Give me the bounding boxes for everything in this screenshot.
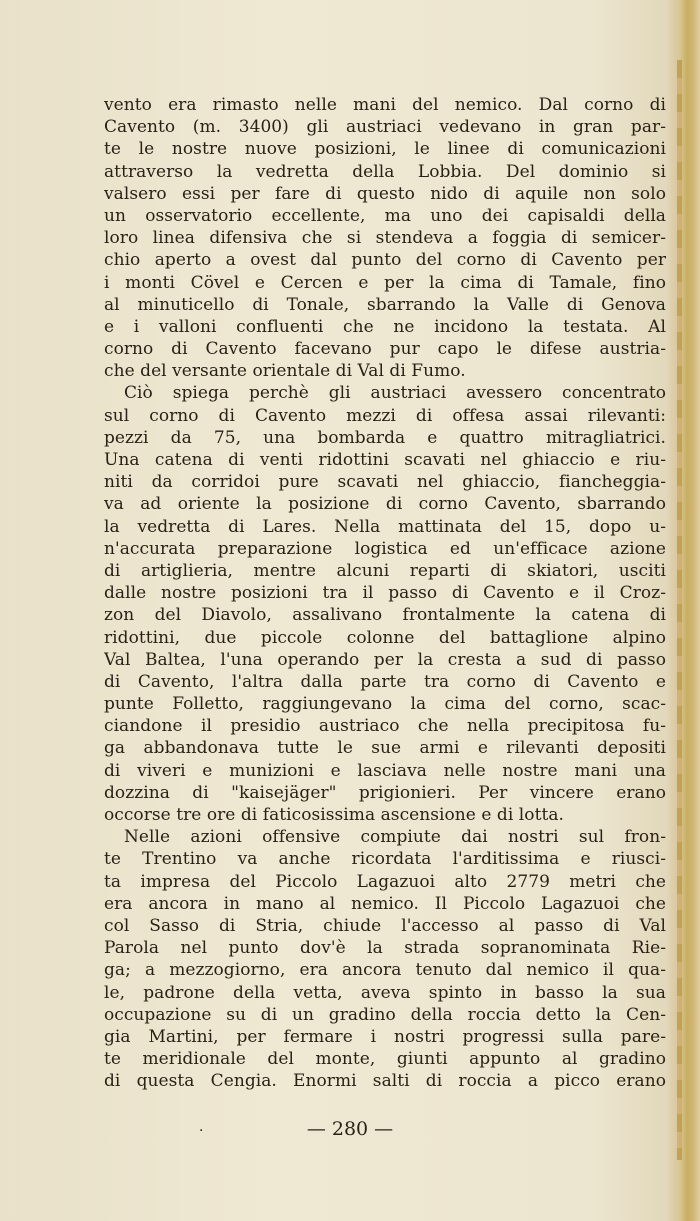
page-edge [668, 0, 700, 1221]
text-line: ga; a mezzogiorno, era ancora tenuto dal nemico il qua- [104, 960, 666, 981]
text-line: pezzi da 75, una bombarda e quattro mitragliatrici. [104, 427, 666, 448]
text-line: corno di Cavento facevano pur capo le difese austria- [104, 339, 666, 360]
text-line: di viveri e munizioni e lasciava nelle nostre mani una [104, 760, 666, 781]
text-line: attraverso la vedretta della Lobbia. Del dominio si [104, 161, 666, 182]
text-line: un osservatorio eccellente, ma uno dei capisaldi della [104, 205, 666, 226]
text-line: di Cavento, l'altra dalla parte tra corno di Cavento e [104, 671, 666, 692]
text-line: zon del Diavolo, assalivano frontalmente la catena di [104, 605, 666, 626]
text-line: loro linea difensiva che si stendeva a foggia di semicer- [104, 228, 666, 249]
text-line: niti da corridoi pure scavati nel ghiaccio, fiancheggia- [104, 472, 666, 493]
page-edge-stain [677, 60, 682, 1160]
text-line: n'accurata preparazione logistica ed un'efficace azione [104, 538, 666, 559]
text-line: gia Martini, per fermare i nostri progressi sulla pare- [104, 1026, 666, 1047]
text-line: dalle nostre posizioni tra il passo di Cavento e il Croz- [104, 583, 666, 604]
text-line: te Trentino va anche ricordata l'arditissima e riusci- [104, 849, 666, 870]
text-line: Parola nel punto dov'è la strada sopranominata Rie- [104, 938, 666, 959]
paragraph-start: Ciò spiega perchè gli austriaci avessero concentrato [124, 383, 666, 404]
text-line: ga abbandonava tutte le sue armi e rilevanti depositi [104, 738, 666, 759]
text-line: col Sasso di Stria, chiude l'accesso al passo di Val [104, 915, 666, 936]
text-line: occupazione su di un gradino della roccia detto la Cen- [104, 1004, 666, 1025]
text-line: valsero essi per fare di questo nido di aquile non solo [104, 183, 666, 204]
text-line: Cavento (m. 3400) gli austriaci vedevano in gran par- [104, 117, 666, 138]
text-line: chio aperto a ovest dal punto del corno di Cavento per [104, 250, 666, 271]
text-line: occorse tre ore di faticosissima ascensione e di lotta. [104, 805, 564, 825]
text-line: te meridionale del monte, giunti appunto al gradino [104, 1049, 666, 1070]
text-line: era ancora in mano al nemico. Il Piccolo Lagazuoi che [104, 893, 666, 914]
text-line: e i valloni confluenti che ne incidono la testata. Al [104, 316, 666, 337]
folio-dot: · [199, 1123, 204, 1139]
text-line: Una catena di venti ridottini scavati nel ghiaccio e riu- [104, 450, 666, 470]
text-line: ciandone il presidio austriaco che nella precipitosa fu- [104, 716, 666, 737]
text-line: te le nostre nuove posizioni, le linee di comunicazioni [104, 139, 666, 160]
text-line: va ad oriente la posizione di corno Cavento, sbarrando [104, 494, 666, 515]
text-line: la vedretta di Lares. Nella mattinata del 15, dopo u- [104, 516, 666, 537]
paragraph-start: Nelle azioni offensive compiute dai nostri sul fron- [124, 827, 666, 848]
text-line: punte Folletto, raggiungevano la cima del corno, scac- [104, 694, 666, 715]
text-line: vento era rimasto nelle mani del nemico. Dal corno di [104, 95, 666, 115]
text-line: Val Baltea, l'una operando per la cresta a sud di passo [104, 649, 666, 670]
body-text [104, 94, 666, 1092]
text-line: che del versante orientale di Val di Fumo. [104, 361, 466, 382]
text-line: ta impresa del Piccolo Lagazuoi alto 2779 metri che [104, 871, 666, 892]
text-line: sul corno di Cavento mezzi di offesa assai rilevanti: [104, 405, 666, 426]
text-line: di artiglieria, mentre alcuni reparti di skiatori, usciti [104, 560, 666, 581]
page-number: — 280 — [306, 1118, 394, 1140]
text-line: i monti Cövel e Cercen e per la cima di Tamale, fino [104, 272, 666, 293]
text-line: di questa Cengia. Enormi salti di roccia a picco erano [104, 1071, 666, 1092]
text-line: ridottini, due piccole colonne del battaglione alpino [104, 627, 666, 648]
text-line: le, padrone della vetta, aveva spinto in basso la sua [104, 982, 666, 1003]
text-line: al minuticello di Tonale, sbarrando la Valle di Genova [104, 294, 666, 315]
text-line: dozzina di "kaisejäger" prigionieri. Per vincere erano [104, 782, 666, 803]
